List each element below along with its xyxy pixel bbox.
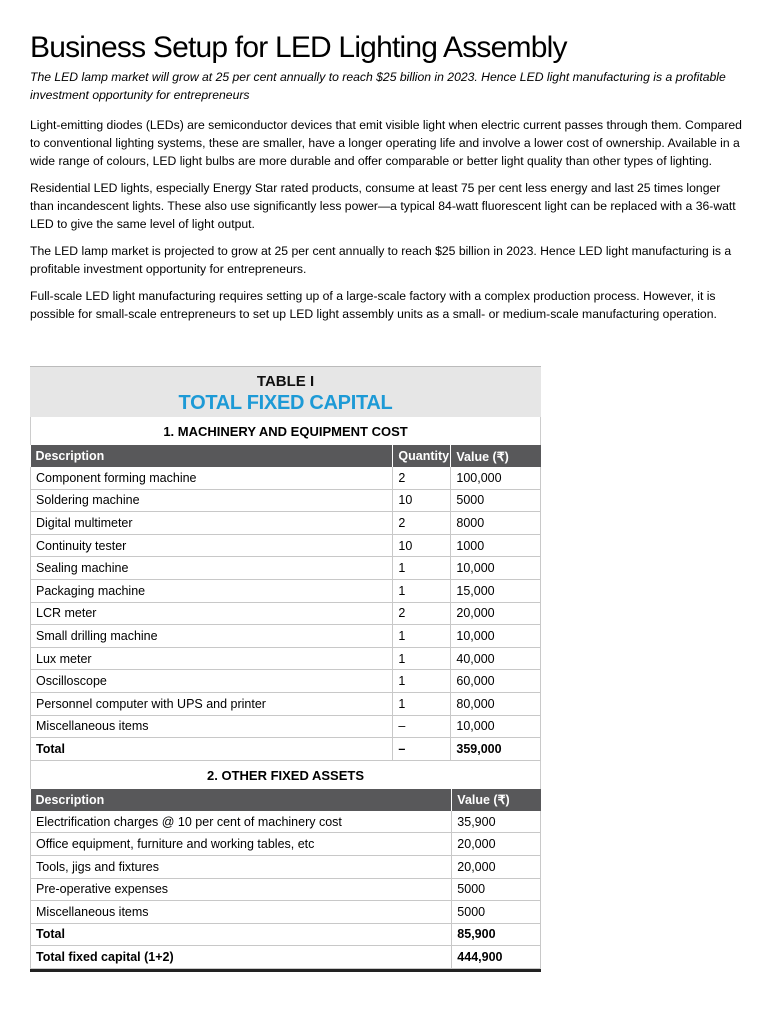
table-cell: 5000: [452, 878, 541, 901]
table-row: [31, 512, 541, 535]
table-row: [31, 647, 541, 670]
page-subtitle: The LED lamp market will grow at 25 per cent annually to reach $25 billion in 2023. Hence LED light manufacturing is a profitable investment opportunity for entrepreneurs: [30, 70, 726, 102]
table-cell: Small drilling machine: [31, 625, 393, 648]
table-row: [31, 557, 541, 580]
table-cell: 2: [393, 467, 451, 489]
paragraph: The LED lamp market is projected to grow at 25 per cent annually to reach $25 billion in 2023. Hence LED light manufacturing is a profitable investment opportunity for entrepreneurs.: [30, 244, 732, 276]
table-cell: Sealing machine: [31, 557, 393, 580]
table-row: [31, 811, 541, 833]
column-header: Value (₹): [452, 789, 541, 811]
table-cell: 2: [393, 512, 451, 535]
table-header-row: [31, 445, 541, 467]
table-row: [31, 855, 541, 878]
table-cell: 1: [393, 647, 451, 670]
table-cell: 85,900: [452, 923, 541, 946]
table-header: [30, 366, 541, 417]
table-cell: 20,000: [451, 602, 541, 625]
table-cell: 5000: [452, 901, 541, 924]
table-cell: Continuity tester: [31, 534, 393, 557]
table-cell: LCR meter: [31, 602, 393, 625]
table-row: [31, 602, 541, 625]
table-cell: Packaging machine: [31, 579, 393, 602]
column-header: Value (₹): [451, 445, 541, 467]
table-cell: Miscellaneous items: [31, 715, 393, 738]
machinery-table: [30, 445, 541, 761]
table-row: [31, 489, 541, 512]
table-cell: 10: [393, 489, 451, 512]
table-row: [31, 833, 541, 856]
column-header: Quantity: [393, 445, 451, 467]
table-cell: 10: [393, 534, 451, 557]
table-cell: Miscellaneous items: [31, 901, 452, 924]
table-cell: 444,900: [452, 946, 541, 969]
column-header: Description: [31, 445, 393, 467]
page-title: Business Setup for LED Lighting Assembly: [30, 31, 567, 64]
table-cell: 10,000: [451, 715, 541, 738]
paragraph: Full-scale LED light manufacturing requires setting up of a large-scale factory with a complex production process. However, it is possible for small-scale entrepreneurs to set up LED light assembly units as a small- or medium-scale manufacturing operation.: [30, 289, 717, 321]
table-row: [31, 923, 541, 946]
table-header-row: [31, 789, 541, 811]
table-cell: Digital multimeter: [31, 512, 393, 535]
table-cell: 40,000: [451, 647, 541, 670]
other-assets-table: [30, 789, 541, 969]
paragraph: Residential LED lights, especially Energy Star rated products, consume at least 75 per cent less energy and last 25 times longer than incandescent lights. These also use significantly less power—a typical 84-watt fluorescent light can be replaced with a 36-watt LED to give the same level of light output.: [30, 181, 736, 231]
table-row: [31, 534, 541, 557]
table-row: [31, 715, 541, 738]
table-cell: 8000: [451, 512, 541, 535]
table-row: [31, 692, 541, 715]
table-row: [31, 670, 541, 693]
table-cell: 1: [393, 692, 451, 715]
table-cell: 359,000: [451, 738, 541, 761]
table-heading: TOTAL FIXED CAPITAL: [178, 392, 393, 414]
table-cell: 10,000: [451, 557, 541, 580]
table-cell: Pre-operative expenses: [31, 878, 452, 901]
table-cell: Lux meter: [31, 647, 393, 670]
table-cell: Total: [31, 923, 452, 946]
table-row: [31, 946, 541, 969]
column-header: Description: [31, 789, 452, 811]
paragraph: Light-emitting diodes (LEDs) are semiconductor devices that emit visible light when electric current passes through them. Compared to conventional lighting systems, these are smaller, have a longer operating life and involve a lower cost of ownership. Available in a wide range of colours, LED light bulbs are more durable and offer comparable or better light quality than other types of lighting.: [30, 118, 742, 168]
table-cell: Tools, jigs and fixtures: [31, 855, 452, 878]
table-label: TABLE I: [256, 373, 315, 390]
table-cell: 80,000: [451, 692, 541, 715]
table-cell: Personnel computer with UPS and printer: [31, 692, 393, 715]
table-row: [31, 625, 541, 648]
table-cell: 1: [393, 579, 451, 602]
table-cell: –: [393, 715, 451, 738]
table-cell: 20,000: [452, 855, 541, 878]
table-cell: 15,000: [451, 579, 541, 602]
section-title-machinery: 1. MACHINERY AND EQUIPMENT COST: [30, 417, 541, 445]
table-row: [31, 901, 541, 924]
table-cell: Total fixed capital (1+2): [31, 946, 452, 969]
table-row: [31, 579, 541, 602]
table-cell: 1: [393, 670, 451, 693]
table-cell: 1000: [451, 534, 541, 557]
table-total-row: [31, 738, 541, 761]
table-cell: Component forming machine: [31, 467, 393, 489]
table-cell: 20,000: [452, 833, 541, 856]
table-row: [31, 467, 541, 489]
table-cell: Oscilloscope: [31, 670, 393, 693]
table-cell: 1: [393, 557, 451, 580]
table-cell: 60,000: [451, 670, 541, 693]
section-title-other-assets: 2. OTHER FIXED ASSETS: [30, 761, 541, 789]
table-cell: 1: [393, 625, 451, 648]
table-cell: 100,000: [451, 467, 541, 489]
table-cell: Electrification charges @ 10 per cent of machinery cost: [31, 811, 452, 833]
table-cell: 10,000: [451, 625, 541, 648]
document-body: [30, 30, 742, 323]
table-cell: 35,900: [452, 811, 541, 833]
table-cell: Soldering machine: [31, 489, 393, 512]
fixed-capital-table: [30, 366, 541, 972]
table-cell: 2: [393, 602, 451, 625]
table-row: [31, 878, 541, 901]
table-cell: Office equipment, furniture and working tables, etc: [31, 833, 452, 856]
table-cell: Total: [31, 738, 393, 761]
table-cell: 5000: [451, 489, 541, 512]
table-cell: –: [393, 738, 451, 761]
